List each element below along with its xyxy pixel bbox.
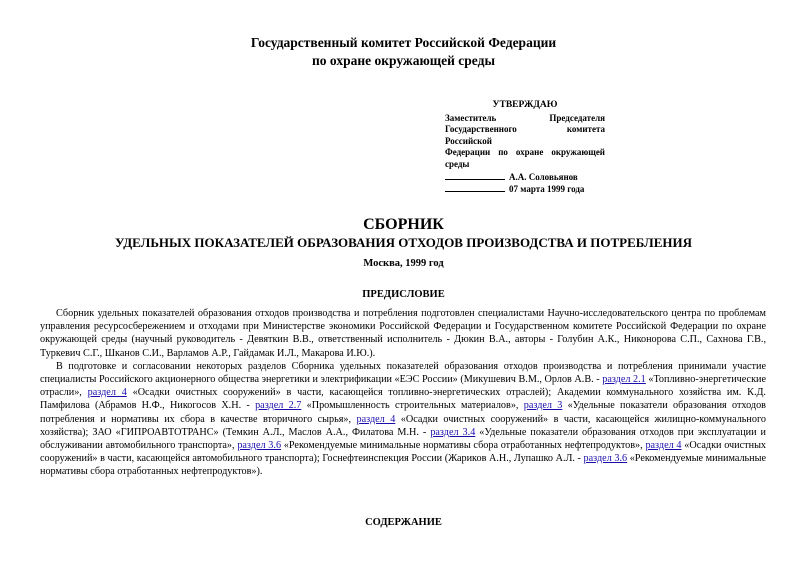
link-section-3-6[interactable]: раздел 3.6 [583,453,628,465]
date-line [445,183,505,192]
link-section-2-7[interactable]: раздел 2.7 [255,400,302,412]
paragraph-text: «Осадки очистных сооружений» в части, касающейся топливно-энергетических отраслей); Академии коммунального хозяйства им. К.Д. Памфилова (Абрамов Н.Ф., Никогосов Х.Н. - [40,387,766,412]
paragraph-text: «Топливно-энергетические отрасли», [40,374,766,399]
link-section-4[interactable]: раздел 4 [87,387,127,399]
paragraph-text: «Промышленность строительных материалов», [301,400,524,412]
document-title [0,215,807,252]
paragraph-text: «Рекомендуемые минимальные нормативы сбора отработанных нефтепродуктов», [281,440,646,452]
contents-heading: СОДЕРЖАНИЕ [365,517,442,528]
approval-date: 07 марта 1999 года [509,184,585,195]
approval-position-line-1: Заместитель Председателя [445,112,605,123]
organization-line-2: по охране окружающей среды [312,53,495,68]
approval-heading: УТВЕРЖДАЮ [492,100,558,110]
foreword-paragraph-2 [40,360,766,479]
foreword-heading: ПРЕДИСЛОВИЕ [362,289,445,300]
organization-line-1: Государственный комитет Российской Федерации [250,35,557,50]
link-section-3[interactable]: раздел 3 [523,400,563,412]
approval-signature [445,171,605,184]
link-section-4[interactable]: раздел 4 [645,440,682,452]
title-main: СБОРНИК [363,216,444,233]
link-section-3-4[interactable]: раздел 3.4 [430,426,476,438]
link-section-4[interactable]: раздел 4 [356,413,396,425]
approval-position-line-2: Государственного комитета Российской [445,124,605,146]
approval-block [445,100,605,196]
paragraph-text: «Удельные показатели образования отходов потребления и нормативы их сбора в качестве вторичного сырья», [40,400,766,425]
link-section-2-1[interactable]: раздел 2.1 [602,374,646,386]
title-subtitle: УДЕЛЬНЫХ ПОКАЗАТЕЛЕЙ ОБРАЗОВАНИЯ ОТХОДОВ ПРОИЗВОДСТВА И ПОТРЕБЛЕНИЯ [114,235,693,250]
organization-header [0,34,807,70]
approval-signer: А.А. Соловьянов [509,171,578,182]
paragraph-text: «Осадки очистных сооружений» в части, касающейся жилищно-коммунального хозяйства); ЗАО «ГИПРОАВТОТРАНС» (Темкин А.Л., Маслов А.А., Филатова М.Н. - [40,413,766,438]
approval-position-line-4: среды [445,158,470,169]
signature-line [445,171,505,180]
foreword-paragraph-1: Сборник удельных показателей образования отходов производства и потребления подготовлен специалистами Научно-исследовательского центра по проблемам управления ресурсосбережением и отходами при Министерстве экономики Российской Федерации и Государственном комитете Российской Федерации по охране окружающей среды (научный руководитель - Девяткин В.В., ответственный исполнитель - Дюкин В.А., авторы - Голубин А.К., Никонорова С.П., Сахнова Г.В., Туркевич С.Г., Шканов С.И., Варламов А.Р., Гайдамак И.Л., Макарова И.Ю.). [40,308,766,359]
link-section-3-6[interactable]: раздел 3.6 [237,440,282,452]
approval-date-row [445,183,605,196]
paragraph-text: В подготовке и согласовании некоторых разделов Сборника удельных показателей образования отходов производства и потребления принимали участие специалисты Российского акционерного общества энергетики и электрификации «ЕЭС России» (Микушевич В.М., Орлов А.В. - [40,360,766,386]
paragraph-text: «Рекомендуемые минимальные нормативы сбора отработанных нефтепродуктов»). [40,453,767,478]
paragraph-text: «Осадки очистных сооружений» в части, касающейся автомобильного транспорта); Госнефтеинспекция России (Жариков А.Н., Лупашко А.Л. - [40,440,767,465]
approval-position-line-3: Федерации по охране окружающей [445,147,605,158]
publication-place-year: Москва, 1999 год [363,258,444,269]
paragraph-text: «Удельные показатели образования отходов при эксплуатации и обслуживании автомобильного транспорта», [40,426,767,452]
foreword-body [40,307,766,479]
